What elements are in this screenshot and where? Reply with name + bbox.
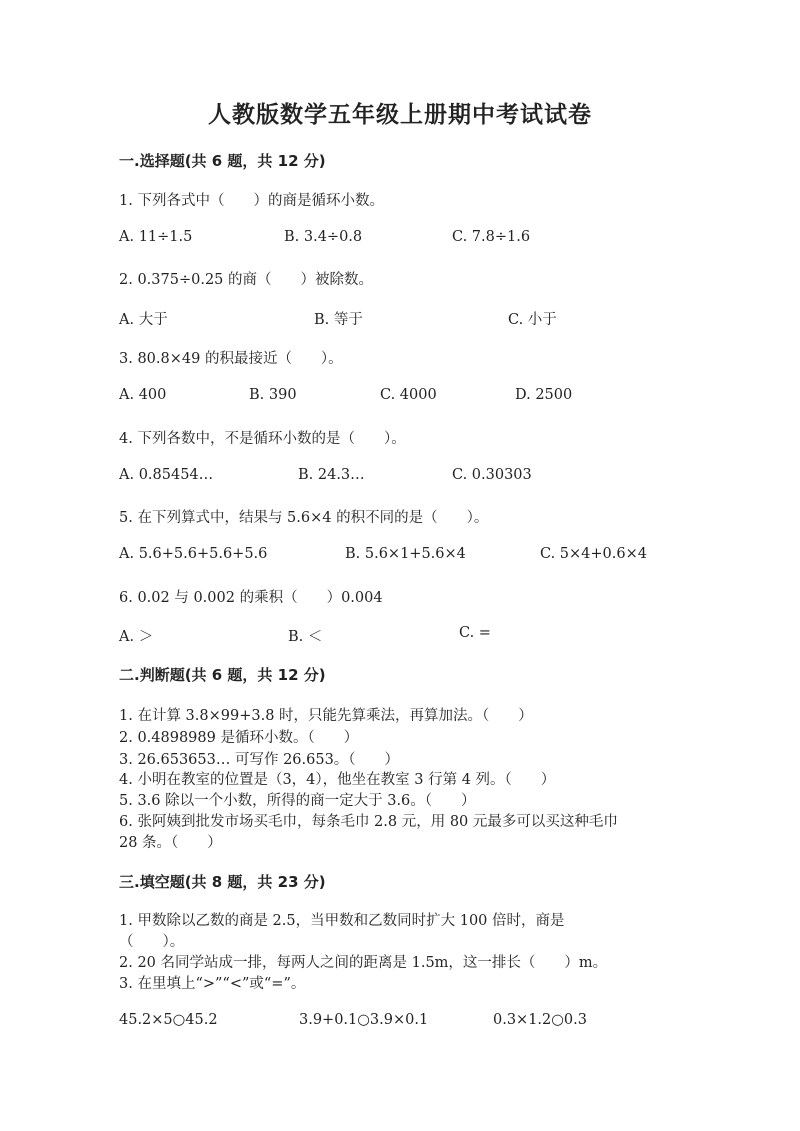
option-b: B. 3.4÷0.8 [284,229,363,245]
question-text: （ ）。 [119,934,185,950]
option-a: A. 11÷1.5 [119,229,193,245]
option-a: A. 5.6+5.6+5.6+5.6 [119,546,268,562]
question-text: 3. 在里填上“>”“<”或“=”。 [119,976,306,992]
statement-text: 5. 3.6 除以一个小数，所得的商一定大于 3.6。（ ） [119,793,476,809]
statement-text: 4. 小明在教室的位置是（3，4），他坐在教室 3 行第 4 列。（ ） [119,772,556,788]
statement-text: 2. 0.4898989 是循环小数。（ ） [119,730,359,746]
question-text: 1. 甲数除以乙数的商是 2.5，当甲数和乙数同时扩大 100 倍时，商是 [119,913,565,929]
compare-item: 3.9+0.1○3.9×0.1 [299,1012,429,1028]
option-b: B. 24.3… [298,467,365,483]
compare-item: 0.3×1.2○0.3 [493,1012,587,1028]
option-c: C. 5×4+0.6×4 [540,546,647,562]
section-heading-fill-blank: 三.填空题(共 8 题，共 23 分) [119,873,326,891]
compare-item: 45.2×5○45.2 [119,1012,218,1028]
question-text: 2. 0.375÷0.25 的商（ ）被除数。 [119,272,373,288]
option-b: B. ＜ [288,629,323,645]
option-b: B. 390 [249,387,297,403]
option-c: C. 4000 [380,387,437,403]
option-b: B. 5.6×1+5.6×4 [345,546,466,562]
option-b: B. 等于 [314,312,363,328]
option-a: A. 400 [119,387,167,403]
question-text: 6. 0.02 与 0.002 的乘积（ ）0.004 [119,590,383,606]
statement-text: 28 条。（ ） [119,835,222,851]
statement-text: 3. 26.653653… 可写作 26.653。（ ） [119,752,400,768]
option-a: A. 0.85454… [119,467,214,483]
section-heading-choice: 一.选择题(共 6 题，共 12 分) [119,152,326,170]
option-d: D. 2500 [515,387,573,403]
question-text: 1. 下列各式中（ ）的商是循环小数。 [119,193,384,209]
question-text: 5. 在下列算式中，结果与 5.6×4 的积不同的是（ ）。 [119,510,489,526]
option-c: C. 小于 [508,312,557,328]
statement-text: 1. 在计算 3.8×99+3.8 时，只能先算乘法，再算加法。（ ） [119,708,533,724]
section-heading-judgement: 二.判断题(共 6 题，共 12 分) [119,666,326,684]
question-text: 3. 80.8×49 的积最接近（ ）。 [119,351,343,367]
option-c: C. 0.30303 [452,467,532,483]
page-title: 人教版数学五年级上册期中考试试卷 [208,101,592,128]
option-c: C. 7.8÷1.6 [452,229,531,245]
question-text: 2. 20 名同学站成一排，每两人之间的距离是 1.5m，这一排长（ ）m。 [119,955,608,971]
question-text: 4. 下列各数中，不是循环小数的是（ ）。 [119,431,406,447]
option-a: A. ＞ [119,629,154,645]
option-c: C. = [459,625,491,641]
option-a: A. 大于 [119,312,168,328]
statement-text: 6. 张阿姨到批发市场买毛巾，每条毛巾 2.8 元，用 80 元最多可以买这种毛巾 [119,814,618,830]
